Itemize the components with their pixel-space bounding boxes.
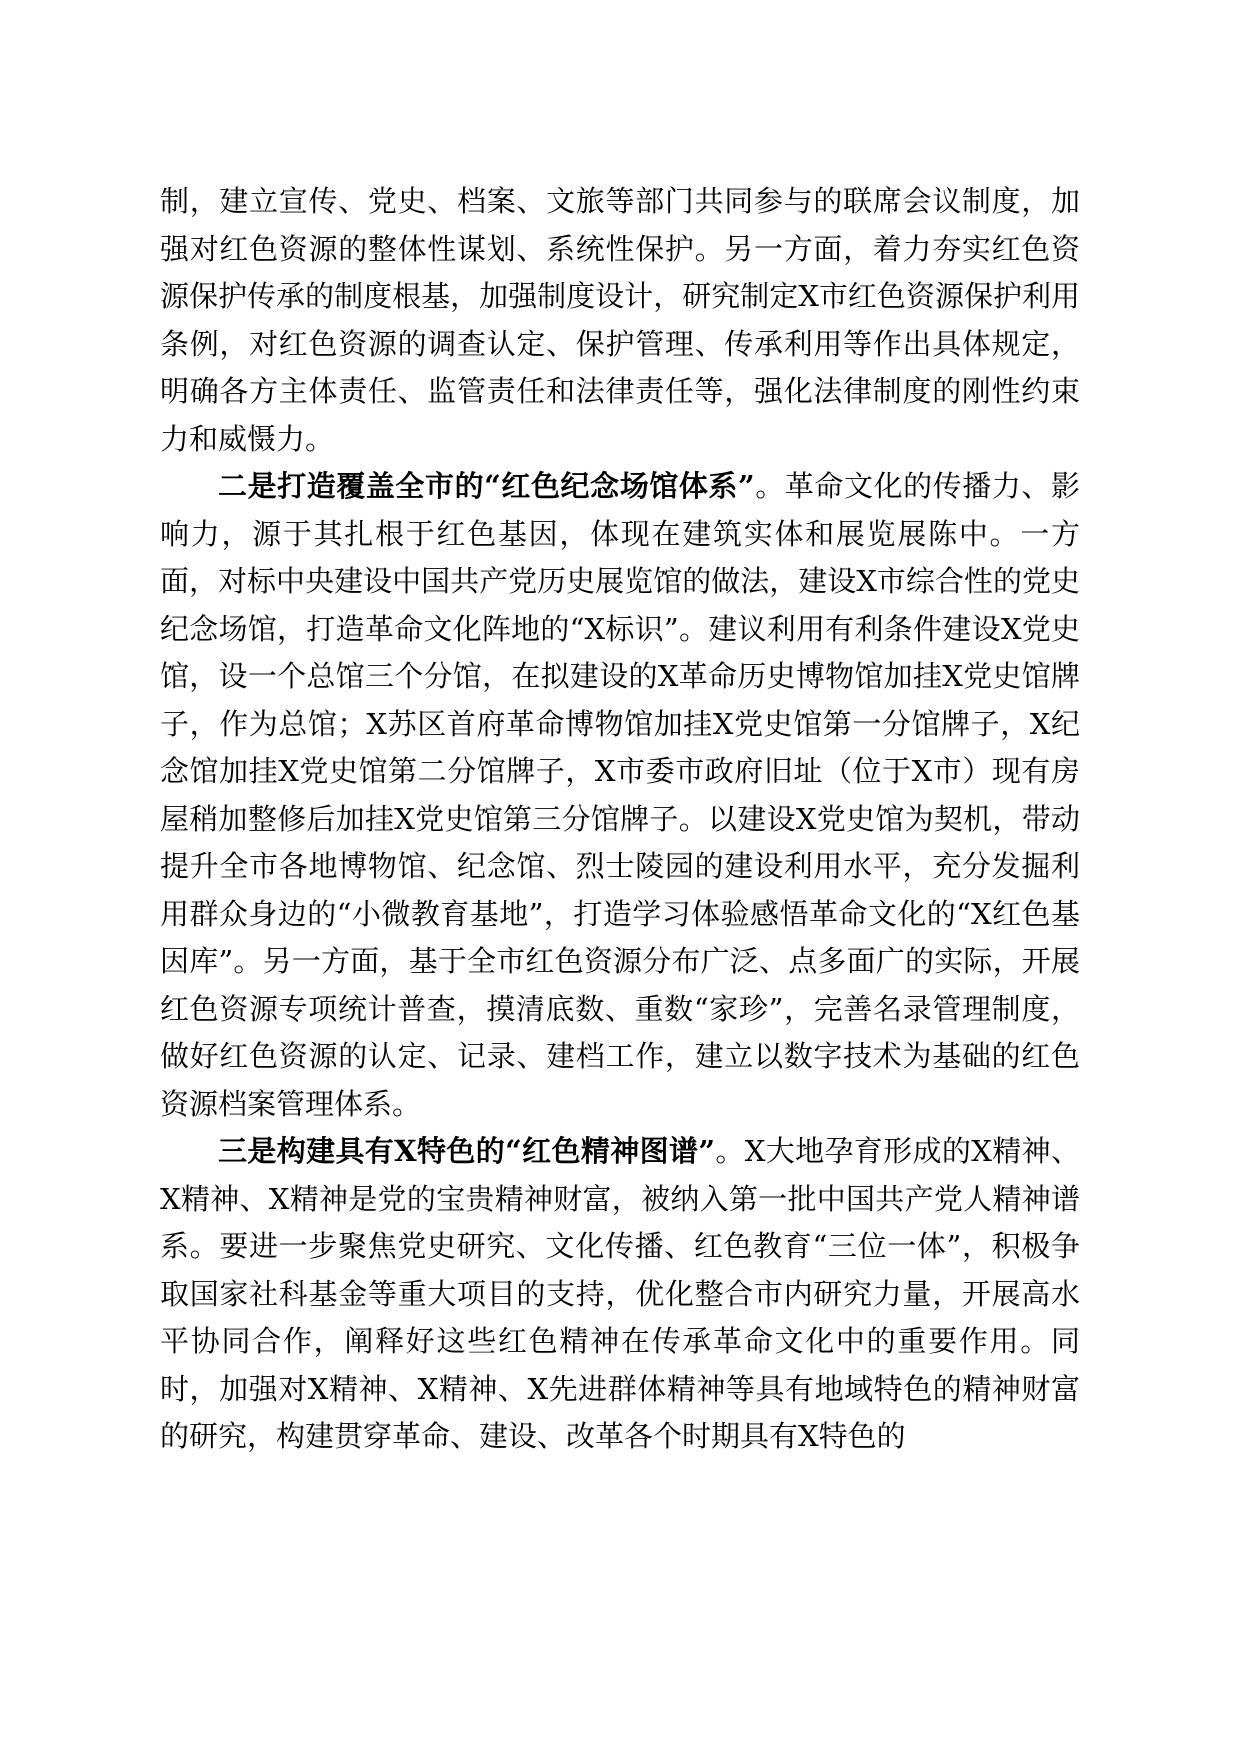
document-body <box>160 178 1080 1461</box>
paragraph-3-heading: 三是构建具有X特色的“红色精神图谱” <box>218 1134 715 1168</box>
paragraph-1: 制，建立宣传、党史、档案、文旅等部门共同参与的联席会议制度，加强对红色资源的整体性谋划、系统性保护。另一方面，着力夯实红色资源保护传承的制度根基，加强制度设计，研究制定X市红色资源保护利用条例，对红色资源的调查认定、保护管理、传承利用等作出具体规定，明确各方主体责任、监管责任和法律责任等，强化法律制度的刚性约束力和威慑力。 <box>160 184 1080 456</box>
paragraph-2-body: 。革命文化的传播力、影响力，源于其扎根于红色基因，体现在建筑实体和展览展陈中。一方面，对标中央建设中国共产党历史展览馆的做法，建设X市综合性的党史纪念场馆，打造革命文化阵地的“X标识”。建议利用有利条件建设X党史馆，设一个总馆三个分馆，在拟建设的X革命历史博物馆加挂X党史馆牌子，作为总馆；X苏区首府革命博物馆加挂X党史馆第一分馆牌子，X纪念馆加挂X党史馆第二分馆牌子，X市委市政府旧址（位于X市）现有房屋稍加整修后加挂X党史馆第三分馆牌子。以建设X党史馆为契机，带动提升全市各地博物馆、纪念馆、烈士陵园的建设利用水平，充分发掘利用群众身边的“小微教育基地”，打造学习体验感悟革命文化的“X红色基因库”。另一方面，基于全市红色资源分布广泛、点多面广的实际，开展红色资源专项统计普查，摸清底数、重数“家珍”，完善名录管理制度，做好红色资源的认定、记录、建档工作，建立以数字技术为基础的红色资源档案管理体系。 <box>160 469 1080 1121</box>
paragraph-2 <box>160 463 1080 1128</box>
paragraph-3 <box>160 1128 1080 1461</box>
paragraph-2-heading: 二是打造覆盖全市的“红色纪念场馆体系” <box>218 469 755 503</box>
paragraph-3-body: 。X大地孕育形成的X精神、X精神、X精神是党的宝贵精神财富，被纳入第一批中国共产党人精神谱系。要进一步聚焦党史研究、文化传播、红色教育“三位一体”，积极争取国家社科基金等重大项目的支持，优化整合市内研究力量，开展高水平协同合作，阐释好这些红色精神在传承革命文化中的重要作用。同时，加强对X精神、X精神、X先进群体精神等具有地域特色的精神财富的研究，构建贯穿革命、建设、改革各个时期具有X特色的 <box>160 1134 1080 1453</box>
